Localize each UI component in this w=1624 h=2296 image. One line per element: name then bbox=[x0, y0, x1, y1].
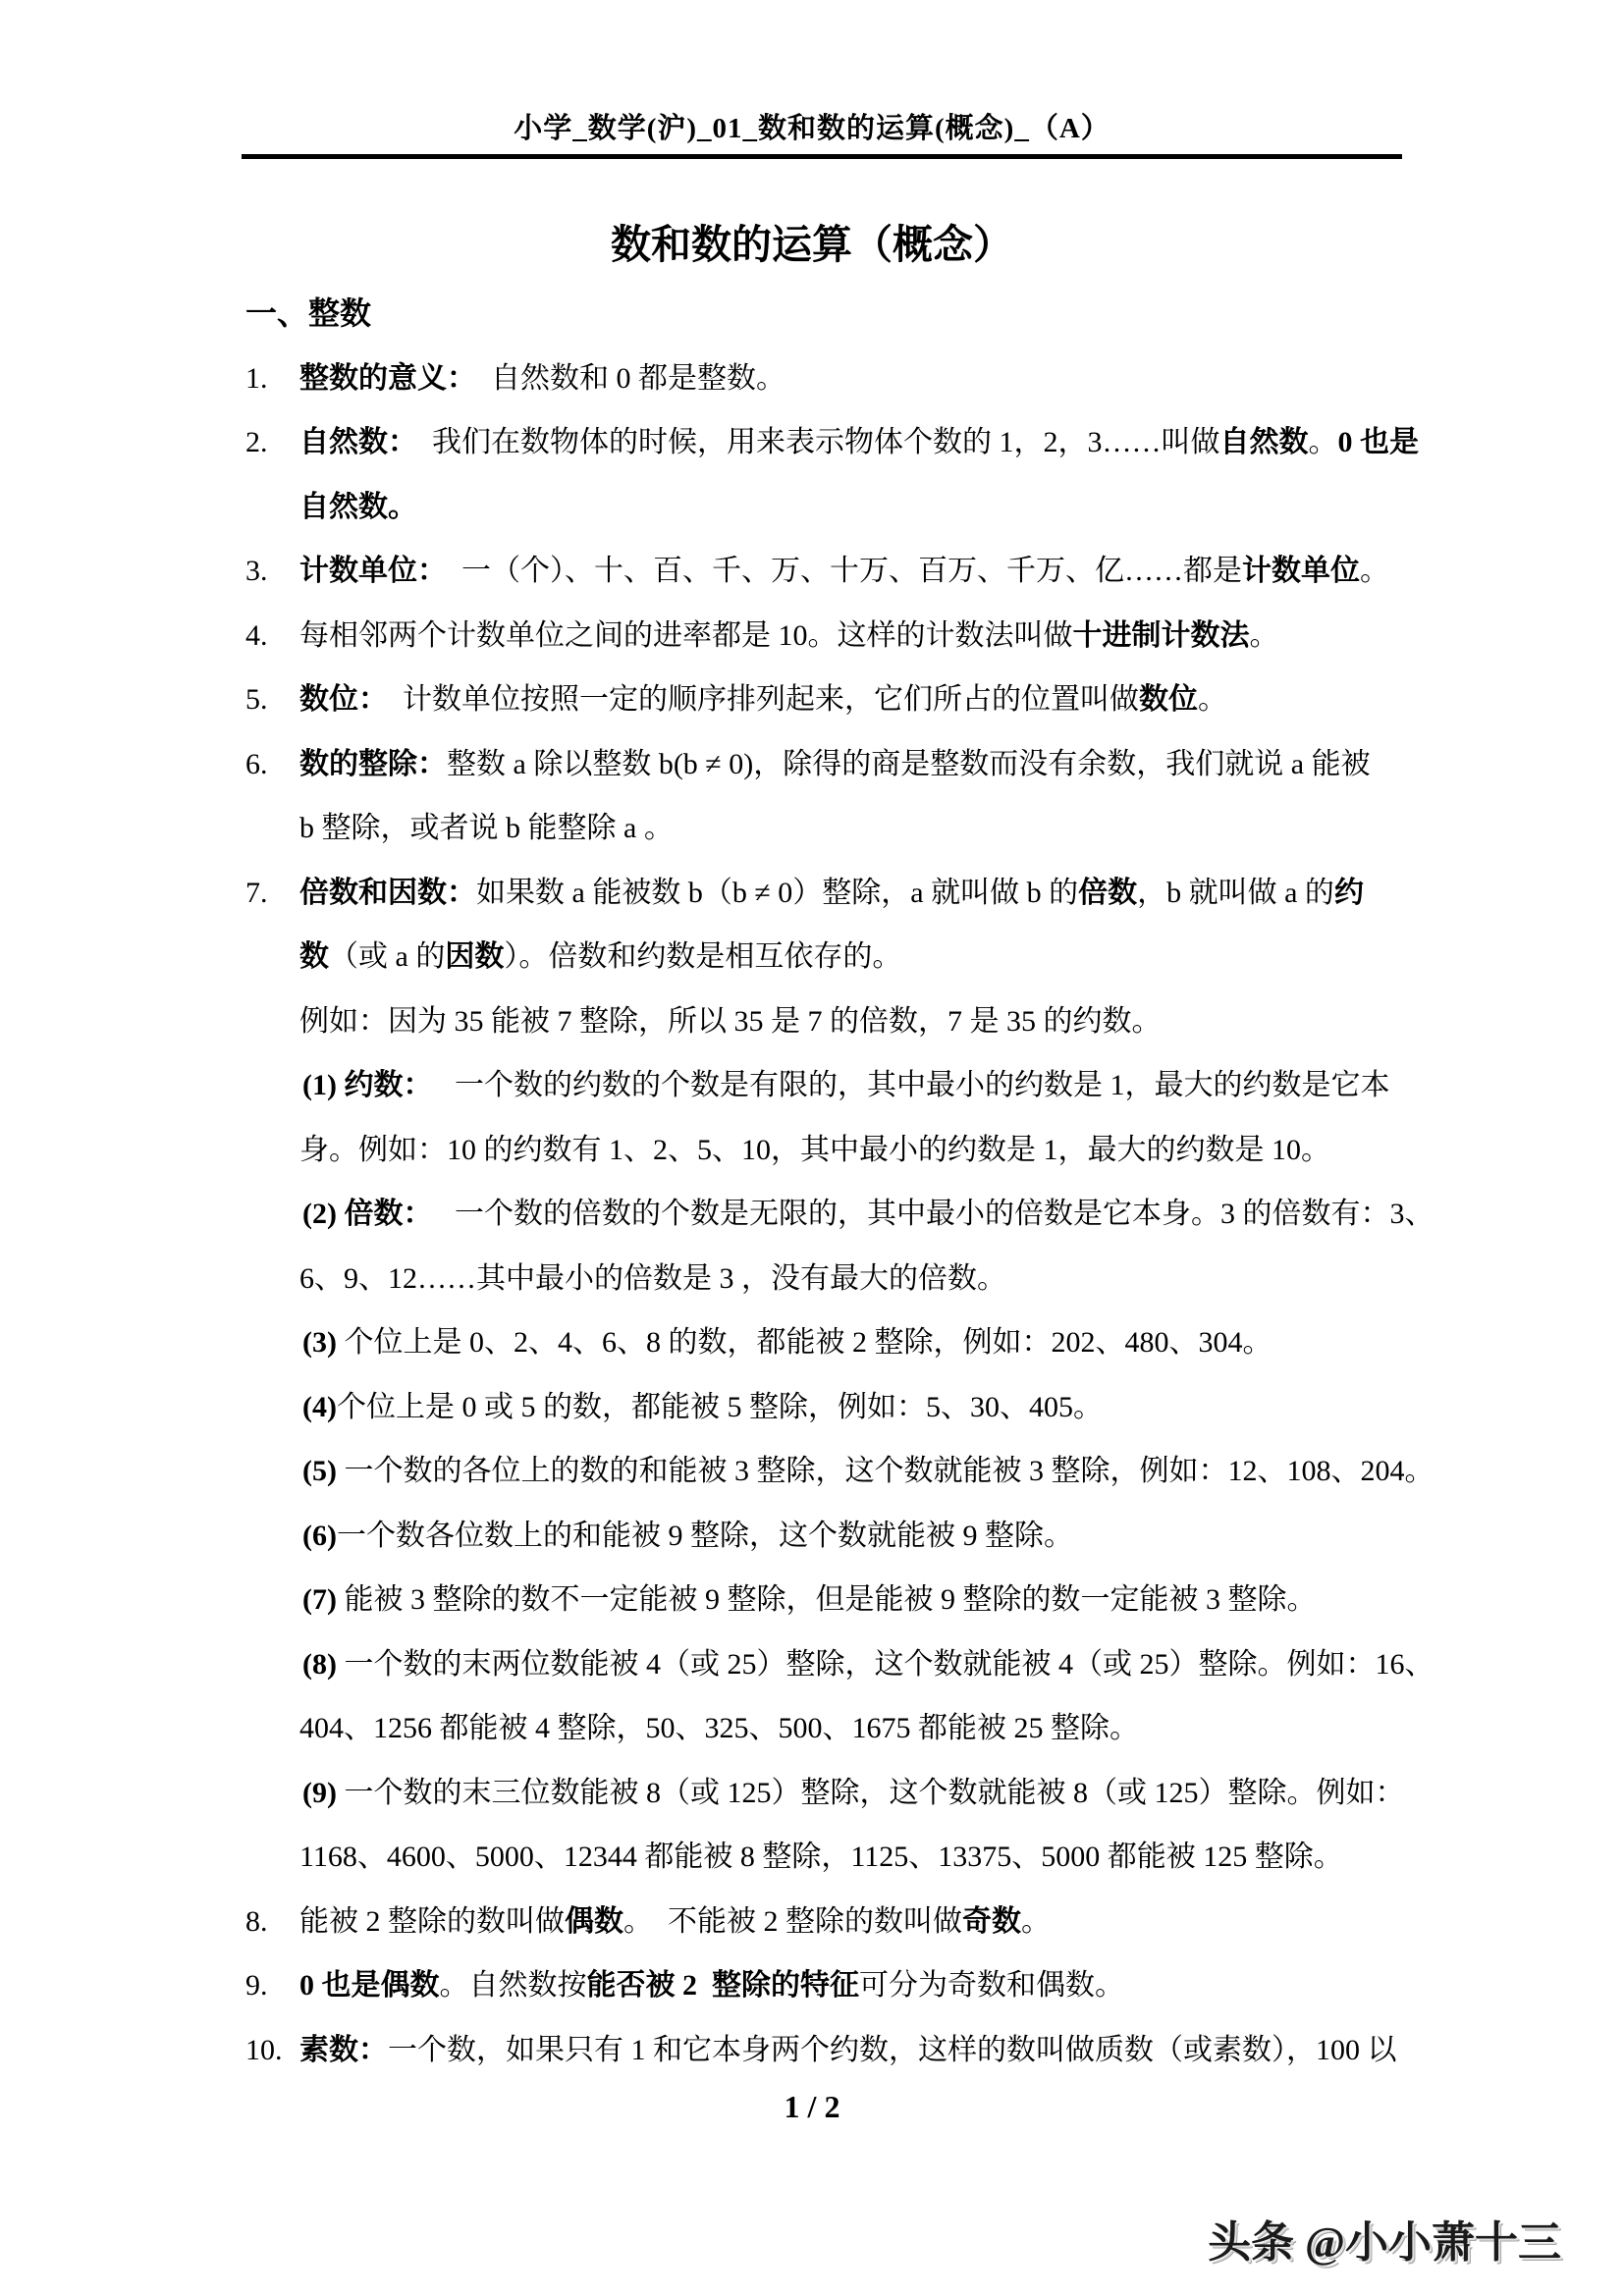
line-text bbox=[299, 604, 1279, 668]
content-line bbox=[245, 1439, 1473, 1504]
text-segment: 。 bbox=[1360, 555, 1389, 587]
line-text bbox=[299, 796, 674, 861]
content-line bbox=[245, 1118, 1473, 1183]
content-line bbox=[245, 2018, 1473, 2083]
line-text bbox=[302, 1182, 1434, 1247]
text-segment: 一个数的末三位数能被 8（或 125）整除，这个数就能被 8（或 125）整除。例如： bbox=[336, 1776, 1405, 1809]
text-segment: 一个数的约数的个数是有限的，其中最小的约数是 1，最大的约数是它本 bbox=[417, 1069, 1390, 1101]
content-line bbox=[245, 1696, 1473, 1761]
bold-text-segment: 数位： bbox=[299, 683, 373, 716]
text-segment: 例如：因为 35 能被 7 整除，所以 35 是 7 的倍数，7 是 35 的约数。 bbox=[299, 1004, 1162, 1038]
text-segment: 404、1256 都能被 4 整除，50、325、500、1675 都能被 25 整除。 bbox=[299, 1712, 1139, 1744]
item-number: 9. bbox=[245, 1969, 268, 2002]
bold-text-segment: 整数的意义： bbox=[299, 361, 461, 395]
line-text bbox=[302, 1053, 1389, 1118]
text-segment: 如果数 a 能被数 b（b ≠ 0）整除，a 就叫做 b 的 bbox=[476, 876, 1079, 909]
item-number: 10. bbox=[245, 2033, 283, 2066]
page-header: 小学_数学(沪)_01_数和数的运算(概念)_（A） bbox=[514, 113, 1110, 144]
bold-text-segment: 数位 bbox=[1139, 683, 1198, 716]
item-number: 3. bbox=[245, 555, 268, 587]
bold-text-segment: 约 bbox=[1333, 876, 1364, 909]
line-text bbox=[299, 347, 785, 411]
bold-text-segment: 十进制计数法 bbox=[1072, 618, 1250, 652]
line-text bbox=[302, 1504, 1073, 1569]
text-segment: b 整除，或者说 b 能整除 a 。 bbox=[299, 812, 674, 844]
content-line bbox=[245, 410, 1473, 475]
content-line bbox=[245, 1504, 1473, 1569]
bold-text-segment: (8) bbox=[302, 1647, 337, 1681]
line-text bbox=[299, 1953, 1124, 2018]
content-line bbox=[245, 1890, 1473, 1954]
line-text bbox=[299, 1825, 1343, 1890]
watermark: 头条 @小小萧十三 bbox=[1208, 2218, 1561, 2267]
line-text bbox=[299, 410, 1419, 475]
item-number: 1. bbox=[245, 361, 268, 395]
item-number: 2. bbox=[245, 426, 268, 458]
bold-text-segment: 0 也是偶数 bbox=[299, 1969, 440, 2002]
bold-text-segment: 偶数 bbox=[565, 1904, 623, 1938]
line-text bbox=[299, 1247, 1006, 1311]
text-segment: （或 a 的 bbox=[329, 940, 446, 973]
bold-text-segment: (6) bbox=[302, 1519, 337, 1552]
document-content bbox=[245, 282, 1473, 2082]
line-text bbox=[299, 1696, 1139, 1761]
content-line bbox=[245, 1247, 1473, 1311]
item-number: 8. bbox=[245, 1904, 268, 1938]
text-segment: 计数单位按照一定的顺序排列起来，它们所占的位置叫做 bbox=[373, 683, 1139, 716]
bold-text-segment: 计数单位 bbox=[1242, 555, 1360, 587]
content-line bbox=[245, 604, 1473, 668]
bold-text-segment: 计数单位： bbox=[299, 555, 432, 587]
bold-text-segment: 倍数和因数： bbox=[299, 876, 476, 909]
content-line bbox=[245, 989, 1473, 1054]
text-segment: 。 bbox=[1021, 1904, 1051, 1938]
text-segment: 每相邻两个计数单位之间的进率都是 10。这样的计数法叫做 bbox=[299, 618, 1073, 652]
text-segment: 。 bbox=[1308, 426, 1338, 458]
line-text bbox=[245, 282, 371, 347]
content-line bbox=[245, 475, 1473, 540]
document-title: 数和数的运算（概念） bbox=[611, 222, 1013, 267]
content-line bbox=[245, 539, 1473, 604]
content-line bbox=[245, 925, 1473, 989]
bold-text-segment: (4) bbox=[302, 1390, 337, 1423]
content-line bbox=[245, 732, 1473, 797]
content-line bbox=[245, 1182, 1473, 1247]
text-segment: 。 bbox=[1198, 683, 1227, 716]
content-line bbox=[245, 1375, 1473, 1440]
text-segment: 能被 3 整除的数不一定能被 9 整除，但是能被 9 整除的数一定能被 3 整除。 bbox=[336, 1583, 1317, 1616]
item-number: 4. bbox=[245, 618, 268, 652]
text-segment: 我们在数物体的时候，用来表示物体个数的 1，2，3……叫做 bbox=[403, 426, 1220, 458]
content-line bbox=[245, 1310, 1473, 1375]
bold-text-segment: (9) bbox=[302, 1776, 337, 1809]
bold-text-segment: (3) bbox=[302, 1326, 337, 1359]
content-line bbox=[245, 1632, 1473, 1697]
text-segment: 身。例如：10 的约数有 1、2、5、10，其中最小的约数是 1，最大的约数是 10。 bbox=[299, 1133, 1330, 1166]
bold-text-segment: (7) bbox=[302, 1583, 337, 1616]
bold-text-segment: 因数 bbox=[445, 940, 505, 973]
text-segment: 1168、4600、5000、12344 都能被 8 整除，1125、13375、5000 都能被 125 整除。 bbox=[299, 1841, 1343, 1873]
content-line bbox=[245, 1761, 1473, 1826]
text-segment: 。 bbox=[1249, 618, 1279, 652]
bold-text-segment: 素数： bbox=[299, 2033, 388, 2066]
line-text bbox=[302, 1310, 1272, 1375]
bold-text-segment: (1) 约数： bbox=[302, 1069, 418, 1101]
bold-text-segment: 自然数 bbox=[1219, 426, 1309, 458]
bold-text-segment: (5) bbox=[302, 1455, 337, 1487]
content-line bbox=[245, 282, 1473, 347]
line-text bbox=[302, 1761, 1404, 1826]
text-segment: 整数 a 除以整数 b(b ≠ 0)，除得的商是整数而没有余数，我们就说 a 能被 bbox=[447, 747, 1371, 780]
content-line bbox=[245, 1953, 1473, 2018]
line-text bbox=[299, 732, 1371, 797]
bold-text-segment: 奇数 bbox=[962, 1904, 1021, 1938]
content-line bbox=[245, 796, 1473, 861]
text-segment: 个位上是 0 或 5 的数，都能被 5 整除，例如：5、30、405。 bbox=[336, 1390, 1103, 1423]
line-text bbox=[299, 925, 901, 989]
text-segment: ）。倍数和约数是相互依存的。 bbox=[504, 940, 902, 973]
line-text bbox=[299, 539, 1389, 604]
line-text bbox=[299, 475, 417, 540]
content-line bbox=[245, 1053, 1473, 1118]
content-line bbox=[245, 347, 1473, 411]
item-number: 7. bbox=[245, 876, 268, 909]
content-line bbox=[245, 861, 1473, 926]
text-segment: 一个数的倍数的个数是无限的，其中最小的倍数是它本身。3 的倍数有：3、 bbox=[417, 1198, 1435, 1230]
bold-text-segment: 自然数： bbox=[299, 426, 403, 458]
text-segment: 一个数，如果只有 1 和它本身两个约数，这样的数叫做质数（或素数），100 以 bbox=[388, 2033, 1397, 2066]
content-line bbox=[245, 1825, 1473, 1890]
text-segment: 6、9、12……其中最小的倍数是 3 ，没有最大的倍数。 bbox=[299, 1261, 1006, 1295]
bold-text-segment: 一、整数 bbox=[245, 295, 372, 331]
bold-text-segment: 数的整除： bbox=[299, 747, 447, 780]
text-segment: 。 不能被 2 整除的数叫做 bbox=[623, 1904, 962, 1938]
line-text bbox=[299, 1118, 1330, 1183]
line-text bbox=[302, 1632, 1434, 1697]
bold-text-segment: 倍数 bbox=[1078, 876, 1138, 909]
text-segment: 可分为奇数和偶数。 bbox=[859, 1969, 1124, 2002]
text-segment: 个位上是 0、2、4、6、8 的数，都能被 2 整除，例如：202、480、304。 bbox=[336, 1326, 1272, 1359]
line-text bbox=[299, 667, 1227, 732]
line-text bbox=[299, 2018, 1397, 2083]
text-segment: 一（个）、十、百、千、万、十万、百万、千万、亿……都是 bbox=[432, 555, 1242, 587]
text-segment: ，b 就叫做 a 的 bbox=[1137, 876, 1334, 909]
content-line bbox=[245, 667, 1473, 732]
bold-text-segment: 能否被 2 整除的特征 bbox=[586, 1969, 859, 2002]
line-text bbox=[299, 1890, 1051, 1954]
line-text bbox=[302, 1375, 1103, 1440]
item-number: 6. bbox=[245, 747, 268, 780]
line-text bbox=[299, 989, 1162, 1054]
text-segment: 一个数的末两位数能被 4（或 25）整除，这个数就能被 4（或 25）整除。例如：16、 bbox=[336, 1647, 1435, 1681]
bold-text-segment: (2) 倍数： bbox=[302, 1198, 418, 1230]
text-segment: 。自然数按 bbox=[439, 1969, 587, 2002]
text-segment: 能被 2 整除的数叫做 bbox=[299, 1904, 565, 1938]
text-segment: 一个数各位数上的和能被 9 整除，这个数就能被 9 整除。 bbox=[336, 1519, 1073, 1552]
text-segment: 自然数和 0 都是整数。 bbox=[461, 361, 785, 395]
bold-text-segment: 0 也是 bbox=[1337, 426, 1419, 458]
content-line bbox=[245, 1568, 1473, 1632]
line-text bbox=[302, 1439, 1434, 1504]
bold-text-segment: 数 bbox=[299, 940, 329, 973]
bold-text-segment: 自然数。 bbox=[299, 490, 417, 523]
line-text bbox=[299, 861, 1364, 926]
line-text bbox=[302, 1568, 1316, 1632]
item-number: 5. bbox=[245, 683, 268, 716]
header-rule bbox=[242, 154, 1402, 159]
text-segment: 一个数的各位上的数的和能被 3 整除，这个数就能被 3 整除，例如：12、108、204。 bbox=[336, 1455, 1435, 1487]
page-number: 1 / 2 bbox=[784, 2089, 840, 2124]
